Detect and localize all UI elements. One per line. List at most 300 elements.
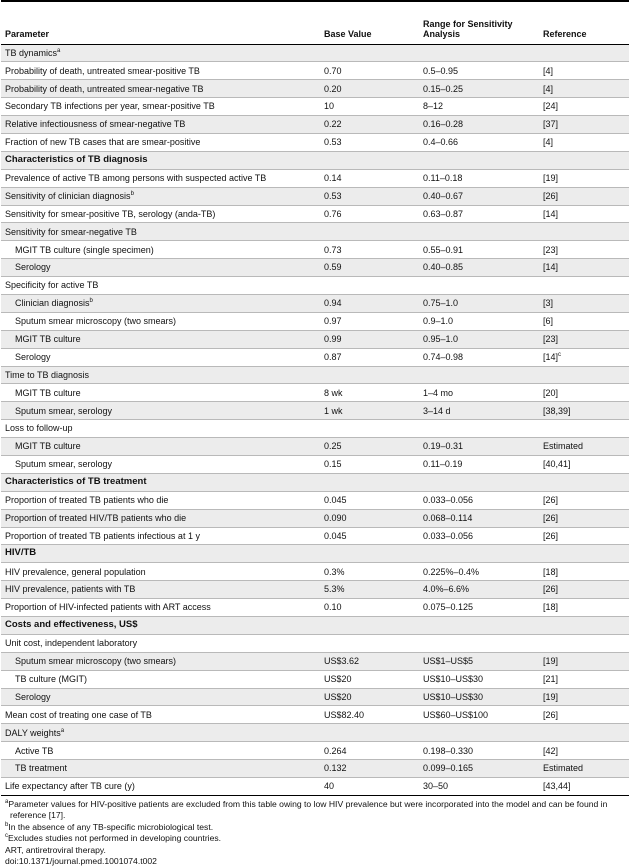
cell-parameter [1,80,320,98]
parameter-text: MGIT TB culture [15,334,81,345]
parameter-text: Loss to follow-up [5,423,73,434]
parameter-text: Probability of death, untreated smear-negative TB [5,83,204,94]
cell-reference [539,330,629,348]
table-row [1,688,629,706]
cell-reference [539,116,629,134]
cell-parameter [1,205,320,223]
parameter-text: Sensitivity for smear-negative TB [5,226,137,237]
table-row [1,294,629,312]
parameter-text: Costs and effectiveness, US$ [5,618,138,630]
cell-base-value: 0.3% [320,563,419,581]
cell-range: 1–4 mo [419,384,539,402]
cell-base-value [320,617,419,635]
cell-reference [539,581,629,599]
cell-range: 0.198–0.330 [419,742,539,760]
parameter-text: Sputum smear, serology [15,405,113,416]
table-row [1,187,629,205]
cell-reference [539,670,629,688]
group-row [1,277,629,295]
parameter-text: Sputum smear, serology [15,459,113,470]
footnote-b [5,822,625,833]
cell-parameter [1,44,320,62]
group-row [1,366,629,384]
parameter-text: Sensitivity for smear-positive TB, serology (anda-TB) [5,208,216,219]
cell-parameter [1,223,320,241]
cell-parameter [1,98,320,116]
reference-text: [26] [543,530,559,541]
parameter-text: Specificity for active TB [5,280,99,291]
cell-base-value: 0.76 [320,205,419,223]
cell-parameter [1,438,320,456]
parameter-text: Prevalence of active TB among persons with suspected active TB [5,173,267,183]
reference-text: [21] [543,673,559,684]
cell-parameter [1,742,320,760]
parameter-text: Probability of death, untreated smear-positive TB [5,65,200,76]
parameter-text: MGIT TB culture [15,441,81,452]
cell-base-value: 0.045 [320,491,419,509]
reference-text: [6] [543,316,554,327]
cell-range: 0.55–0.91 [419,241,539,259]
cell-reference [539,241,629,259]
parameter-text: TB culture (MGIT) [15,673,88,684]
cell-base-value: 0.53 [320,187,419,205]
reference-text: [18] [543,566,559,577]
footnote-b-marker: b [5,821,9,828]
cell-base-value: US$82.40 [320,706,419,724]
cell-range [419,473,539,491]
cell-parameter [1,294,320,312]
cell-range [419,151,539,169]
cell-parameter [1,366,320,384]
footnote-marker: c [558,351,562,358]
parameter-text: Proportion of treated TB patients infectious at 1 y [5,530,200,541]
reference-text: [26] [543,512,559,523]
footnote-a-marker: a [5,799,9,806]
cell-reference [539,151,629,169]
parameter-text: Proportion of treated HIV/TB patients who die [5,512,187,523]
parameter-text: Sensitivity of clinician diagnosis [5,190,131,201]
parameter-text: Sputum smear microscopy (two smears) [15,316,177,327]
cell-base-value [320,223,419,241]
cell-reference [539,724,629,742]
cell-parameter [1,384,320,402]
cell-reference [539,259,629,277]
cell-base-value [320,420,419,438]
cell-parameter [1,527,320,545]
cell-base-value: 0.97 [320,312,419,330]
cell-base-value: 0.20 [320,80,419,98]
reference-text: [4] [543,137,554,148]
parameter-text: TB dynamics [5,47,58,58]
cell-reference [539,384,629,402]
table-row [1,706,629,724]
table-row [1,98,629,116]
cell-parameter [1,312,320,330]
cell-parameter [1,652,320,670]
reference-text: [38,39] [543,405,571,416]
reference-text: [3] [543,298,554,309]
cell-range [419,634,539,652]
parameter-text: Serology [15,351,51,362]
table-row [1,491,629,509]
cell-base-value: 0.15 [320,455,419,473]
cell-parameter [1,133,320,151]
cell-range: 0.74–0.98 [419,348,539,366]
cell-parameter [1,491,320,509]
parameter-text: Characteristics of TB diagnosis [5,153,148,165]
reference-text: [4] [543,65,554,76]
cell-parameter [1,241,320,259]
table-body [1,44,629,795]
cell-base-value [320,277,419,295]
reference-text: [14] [543,262,559,273]
table-row [1,599,629,617]
reference-text: [26] [543,495,559,506]
abbreviation-note: ART, antiretroviral therapy. [5,844,106,855]
cell-base-value: US$20 [320,670,419,688]
cell-reference [539,599,629,617]
cell-parameter [1,581,320,599]
cell-range: 0.95–1.0 [419,330,539,348]
table-footnotes [1,796,629,867]
table-row [1,563,629,581]
cell-reference [539,760,629,778]
reference-text: [37] [543,119,559,130]
footnote-marker: b [89,298,93,305]
table-row [1,116,629,134]
cell-reference [539,223,629,241]
header-range [419,1,539,44]
cell-range: US$10–US$30 [419,688,539,706]
table-row [1,742,629,760]
table-row [1,402,629,420]
parameter-text: Characteristics of TB treatment [5,475,147,487]
cell-parameter [1,277,320,295]
parameter-text: Proportion of treated TB patients who die [5,495,169,506]
section-row [1,617,629,635]
cell-reference [539,688,629,706]
cell-reference [539,634,629,652]
cell-reference [539,187,629,205]
cell-base-value: 0.73 [320,241,419,259]
cell-reference [539,491,629,509]
section-row [1,545,629,563]
cell-base-value: 0.59 [320,259,419,277]
reference-text: Estimated [543,763,584,774]
cell-range: 0.225%–0.4% [419,563,539,581]
cell-reference [539,438,629,456]
table-row [1,62,629,80]
reference-text: [26] [543,190,559,201]
cell-reference [539,80,629,98]
cell-range: 0.099–0.165 [419,760,539,778]
table-row [1,241,629,259]
cell-range [419,366,539,384]
table-row [1,652,629,670]
parameter-text: MGIT TB culture (single specimen) [15,244,154,255]
footnote-c-text: Excludes studies not performed in developing countries. [8,833,222,844]
parameter-text: Relative infectiousness of smear-negative TB [5,119,186,130]
cell-reference [539,527,629,545]
cell-reference [539,742,629,760]
parameter-text: Sputum smear microscopy (two smears) [15,656,177,667]
reference-text: [23] [543,334,559,345]
parameter-text: HIV/TB [5,547,37,559]
cell-parameter [1,420,320,438]
cell-parameter [1,151,320,169]
cell-range [419,617,539,635]
reference-text: [40,41] [543,459,571,470]
cell-reference [539,617,629,635]
cell-parameter [1,330,320,348]
cell-range [419,545,539,563]
table-row [1,330,629,348]
parameter-text: Clinician diagnosis [15,298,90,309]
parameter-text: Unit cost, independent laboratory [5,638,138,649]
cell-range: US$1–US$5 [419,652,539,670]
cell-reference [539,652,629,670]
cell-reference [539,706,629,724]
table-header [1,1,629,44]
reference-text: [23] [543,244,559,255]
cell-base-value: 0.94 [320,294,419,312]
parameter-text: HIV prevalence, general population [5,566,146,577]
cell-range: 0.16–0.28 [419,116,539,134]
table-row [1,670,629,688]
cell-reference [539,312,629,330]
reference-text: [14] [543,208,559,219]
cell-reference [539,205,629,223]
cell-range: 0.033–0.056 [419,491,539,509]
reference-text: Estimated [543,441,584,452]
cell-base-value [320,634,419,652]
table-row [1,509,629,527]
cell-range: 0.75–1.0 [419,294,539,312]
cell-parameter [1,545,320,563]
parameter-text: TB treatment [15,763,68,774]
cell-parameter [1,760,320,778]
cell-parameter [1,259,320,277]
cell-range: 4.0%–6.6% [419,581,539,599]
reference-text: [19] [543,656,559,667]
cell-range: 0.11–0.18 [419,169,539,187]
table-row [1,455,629,473]
cell-parameter [1,688,320,706]
cell-reference [539,98,629,116]
cell-reference [539,277,629,295]
reference-text: [14] [543,351,559,362]
table-row [1,527,629,545]
cell-base-value [320,724,419,742]
section-row [1,151,629,169]
footnote-marker: b [130,190,134,197]
cell-range: 0.068–0.114 [419,509,539,527]
table-row [1,312,629,330]
reference-text: [4] [543,83,554,94]
cell-range: 0.11–0.19 [419,455,539,473]
header-parameter: Parameter [1,1,320,44]
cell-parameter [1,617,320,635]
reference-text: [19] [543,691,559,702]
cell-reference [539,44,629,62]
table-row [1,133,629,151]
cell-base-value: 0.25 [320,438,419,456]
cell-range: 30–50 [419,778,539,796]
cell-parameter [1,778,320,796]
table-row [1,169,629,187]
header-range-line2: Analysis [423,29,461,40]
group-row [1,44,629,62]
group-row [1,223,629,241]
reference-text: [43,44] [543,781,571,792]
cell-reference [539,563,629,581]
cell-range: 0.5–0.95 [419,62,539,80]
cell-range [419,420,539,438]
parameter-text: Time to TB diagnosis [5,369,90,380]
cell-base-value: 0.132 [320,760,419,778]
cell-base-value: 0.70 [320,62,419,80]
cell-range: 0.19–0.31 [419,438,539,456]
cell-base-value [320,473,419,491]
cell-range: 0.40–0.85 [419,259,539,277]
table-row [1,384,629,402]
cell-range: 0.63–0.87 [419,205,539,223]
footnote-a [5,799,625,810]
reference-text: [42] [543,745,559,756]
cell-reference [539,133,629,151]
cell-base-value: 0.10 [320,599,419,617]
cell-parameter [1,187,320,205]
cell-parameter [1,169,320,187]
cell-base-value: 0.14 [320,169,419,187]
cell-reference [539,420,629,438]
cell-base-value [320,44,419,62]
cell-base-value: 1 wk [320,402,419,420]
cell-parameter [1,706,320,724]
reference-text: [24] [543,101,559,112]
cell-reference [539,455,629,473]
parameter-text: MGIT TB culture [15,387,81,398]
table-row [1,348,629,366]
cell-base-value [320,545,419,563]
footnote-a-text: Parameter values for HIV-positive patients are excluded from this table owing to low HIV prevalence but were incorporated into the model and can be found in [8,798,608,809]
cell-parameter [1,563,320,581]
cell-base-value: 10 [320,98,419,116]
cell-range: 0.15–0.25 [419,80,539,98]
cell-range: US$10–US$30 [419,670,539,688]
cell-reference [539,366,629,384]
footnote-c [5,833,625,844]
cell-parameter [1,670,320,688]
reference-text: [20] [543,387,559,398]
cell-parameter [1,348,320,366]
cell-parameter [1,509,320,527]
cell-reference [539,62,629,80]
cell-range [419,724,539,742]
cell-range [419,44,539,62]
footnote-c-marker: c [5,833,8,840]
cell-range: 0.033–0.056 [419,527,539,545]
parameter-text: Secondary TB infections per year, smear-positive TB [5,101,215,112]
cell-base-value: US$3.62 [320,652,419,670]
header-reference: Reference [539,1,629,44]
cell-range [419,277,539,295]
table-row [1,581,629,599]
reference-text: [26] [543,584,559,595]
parameter-text: Serology [15,691,51,702]
reference-text: [19] [543,173,559,183]
cell-reference [539,545,629,563]
cell-reference [539,402,629,420]
table-row [1,259,629,277]
cell-range: 0.075–0.125 [419,599,539,617]
cell-range: 8–12 [419,98,539,116]
cell-base-value: 5.3% [320,581,419,599]
cell-base-value: 0.22 [320,116,419,134]
cell-range: 0.40–0.67 [419,187,539,205]
table-row [1,778,629,796]
cell-base-value: 0.264 [320,742,419,760]
parameter-text: Proportion of HIV-infected patients with ART access [5,602,211,613]
cell-base-value: 8 wk [320,384,419,402]
parameter-text: Mean cost of treating one case of TB [5,709,152,720]
cell-reference [539,169,629,187]
cell-parameter [1,402,320,420]
table-row [1,80,629,98]
cell-range: 3–14 d [419,402,539,420]
cell-base-value [320,151,419,169]
footnote-marker: a [60,727,65,734]
cell-parameter [1,473,320,491]
cell-base-value: 0.87 [320,348,419,366]
parameters-table [1,0,629,796]
cell-range [419,223,539,241]
parameter-text: Active TB [15,745,54,756]
cell-base-value: 40 [320,778,419,796]
cell-range: 0.4–0.66 [419,133,539,151]
doi-link[interactable]: doi:10.1371/journal.pmed.1001074.t002 [5,856,157,867]
cell-base-value [320,366,419,384]
parameter-text: Serology [15,262,51,273]
cell-range: US$60–US$100 [419,706,539,724]
parameter-text: Fraction of new TB cases that are smear-positive [5,137,201,148]
section-row [1,473,629,491]
table-row [1,205,629,223]
cell-reference [539,778,629,796]
cell-reference [539,473,629,491]
cell-base-value: 0.53 [320,133,419,151]
cell-reference [539,509,629,527]
reference-text: [26] [543,709,559,720]
header-base-value: Base Value [320,1,419,44]
header-range-line1: Range for Sensitivity [423,18,513,29]
cell-parameter [1,62,320,80]
cell-base-value: 0.045 [320,527,419,545]
parameter-text: HIV prevalence, patients with TB [5,584,136,595]
reference-text: [18] [543,602,559,613]
parameter-text: DALY weights [5,727,61,738]
cell-reference [539,294,629,312]
cell-reference [539,348,629,366]
footnote-a-continued: reference [17]. [10,810,66,821]
cell-parameter [1,116,320,134]
parameter-text: Life expectancy after TB cure (y) [5,781,135,792]
cell-parameter [1,455,320,473]
cell-base-value: US$20 [320,688,419,706]
table-row [1,760,629,778]
footnote-marker: a [57,47,61,54]
group-row [1,420,629,438]
